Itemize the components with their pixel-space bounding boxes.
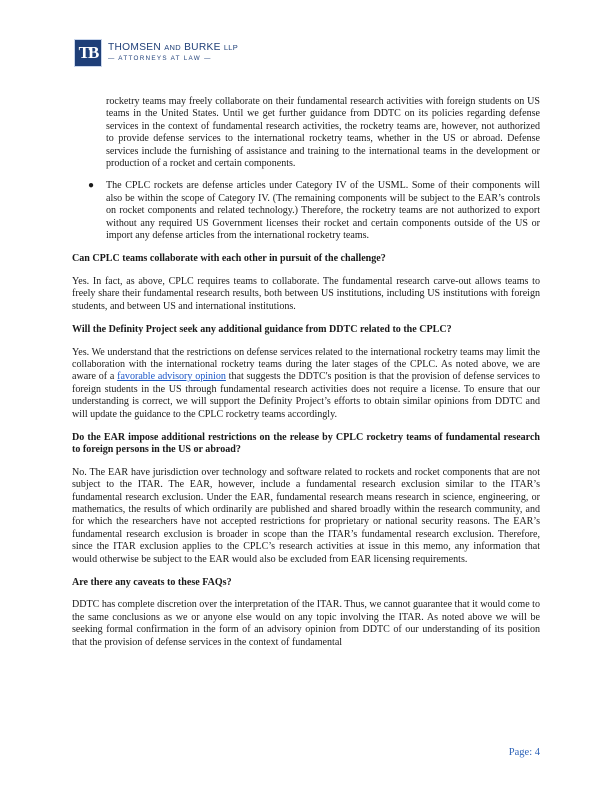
logo-text <box>108 42 238 64</box>
continued-paragraph: rocketry teams may freely collaborate on their fundamental research activities with foreign students on US teams in the United States. Until we get further guidance from DDTC on its policies regarding defense services in the context of fundamental research activities, the rocketry teams are, however, not authorized to provide defense services to the international rocketry teams, whether in the US or abroad. Defense services include the furnishing of assistance and training to the international teams in the development or production of a rocket and certain components. <box>106 96 540 170</box>
document-body <box>72 96 540 649</box>
faq-question-1: Can CPLC teams collaborate with each other in pursuit of the challenge? <box>72 253 386 265</box>
faq-answer-2-start: Yes. We understand that the restrictions on defense services related to the international rocketry teams may limit the collaboration with the international rocketry teams during the later stages of the CPLC. As noted above, we are aware of a <box>72 346 540 383</box>
bullet-text: The CPLC rockets are defense articles under Category IV of the USML. Some of their components will also be within the scope of Category IV. (The remaining components will be subject to the EAR’s controls on rocket components and related technology.) Therefore, the rocketry teams are not authorized to export without any required US Government licenses their rocket and certain components outside of the US or import any defense articles from the international rocketry teams. <box>106 180 540 242</box>
firm-tagline: — ATTORNEYS AT LAW — <box>108 55 212 62</box>
faq-question-2: Will the Definity Project seek any additional guidance from DDTC related to the CPLC? <box>72 324 452 336</box>
faq-question-3: Do the EAR impose additional restrictions on the release by CPLC rocketry teams of fundamental research to foreign persons in the US or abroad? <box>72 431 540 456</box>
bullet-item <box>88 180 540 242</box>
faq-answer-4: DDTC has complete discretion over the interpretation of the ITAR. Thus, we cannot guarantee that it would come to the same conclusions as we or anyone else would on any topic involving the ITAR. As noted above we will be seeking formal confirmation in the form of an advisory opinion from DDTC of our understanding of its position that the provision of defense services in the context of fundamental <box>72 599 540 648</box>
faq-answer-2-end: that suggests the DDTC's position is that the provision of defense services to foreign students in the US through fundamental research activities does not require a license. To ensure that our understanding is correct, we will support the Definity Project’s efforts to obtain similar opinions from DDTC and will update the guidance to the CPLC rocketry teams accordingly. <box>72 371 540 420</box>
advisory-opinion-link[interactable]: favorable advisory opinion <box>117 371 226 383</box>
firm-name-and: AND <box>164 43 181 52</box>
logo-monogram: TB <box>74 39 102 67</box>
faq-answer-3: No. The EAR have jurisdiction over technology and software related to rockets and rocket components that are not subject to the ITAR. The EAR, however, include a fundamental research exclusion similar to the ITAR’s fundamental research exclusion. Under the EAR, fundamental research means research in science, engineering, or mathematics, the results of which ordinarily are published and shared broadly within the research community, and for which the researchers have not accepted restrictions for proprietary or national security reasons. The EAR’s fundamental research exclusion is broader in scope than the ITAR’s fundamental research exclusion. Therefore, since the ITAR exclusion applies to the CPLC’s research activities at issue in this memo, any information that would otherwise be subject to the EAR would also be excluded from EAR licensing requirements. <box>72 466 540 565</box>
firm-name-second: BURKE <box>184 42 221 53</box>
faq-question-4: Are there any caveats to these FAQs? <box>72 577 232 588</box>
firm-name-first: THOMSEN <box>108 42 162 53</box>
firm-name-llp: LLP <box>223 43 239 52</box>
firm-logo <box>74 39 238 67</box>
faq-answer-1: Yes. In fact, as above, CPLC requires teams to collaborate. The fundamental research carve-out allows teams to freely share their fundamental research results, both between US institutions, including US institutions with foreign students, and between US and international institutions. <box>72 275 540 312</box>
faq-answer-2 <box>72 347 540 421</box>
firm-name <box>108 42 238 54</box>
page-number: Page: 4 <box>508 747 540 758</box>
bullet-icon: ● <box>88 180 95 192</box>
